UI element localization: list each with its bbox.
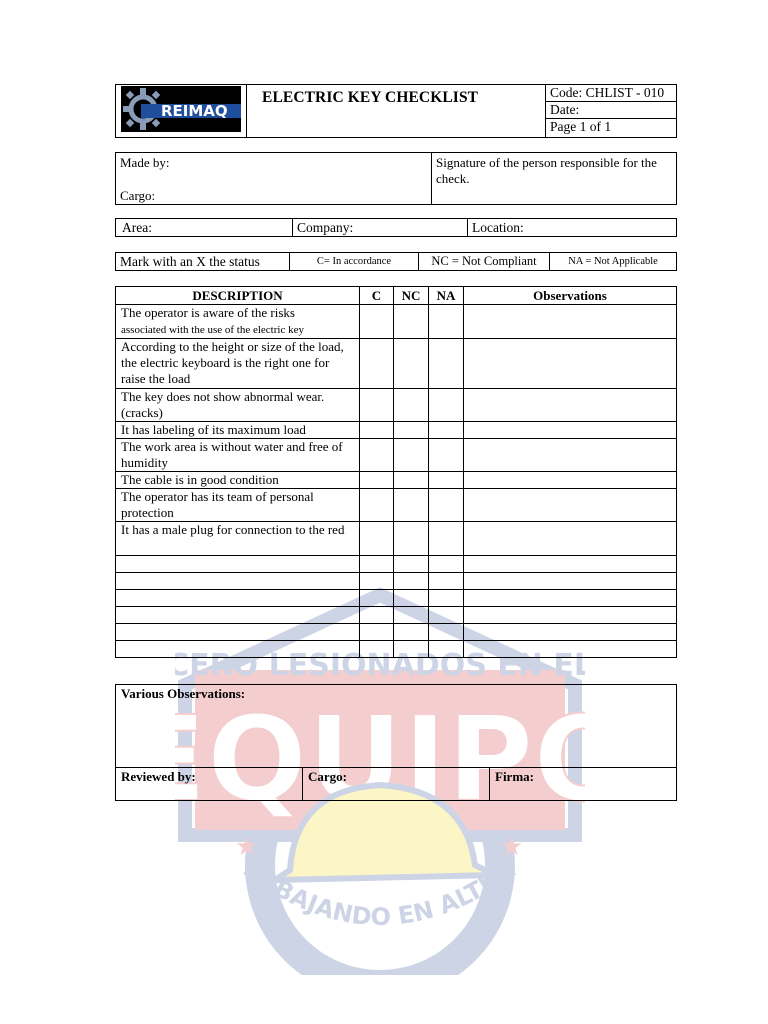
firma-cell[interactable] — [490, 768, 677, 801]
empty-table-row — [116, 607, 677, 624]
empty-cell[interactable] — [360, 641, 394, 658]
various-observations-cell[interactable] — [116, 685, 677, 768]
logo-cell — [116, 85, 247, 138]
review-cargo-cell[interactable] — [303, 768, 490, 801]
watermark-bottom-text: RABAJANDO EN ALTUR — [238, 854, 521, 932]
item-observation-cell[interactable] — [464, 489, 677, 522]
location-cell[interactable] — [468, 219, 677, 237]
empty-table-row — [116, 556, 677, 573]
item-nc-cell[interactable] — [394, 389, 429, 422]
item-c-cell[interactable] — [360, 422, 394, 439]
item-observation-cell[interactable] — [464, 305, 677, 339]
empty-cell[interactable] — [429, 573, 464, 590]
status-nc-legend: NC = Not Compliant — [419, 253, 550, 271]
status-c-legend: C= In accordance — [290, 253, 419, 271]
item-observation-cell[interactable] — [464, 389, 677, 422]
company-cell[interactable] — [293, 219, 468, 237]
item-nc-cell[interactable] — [394, 489, 429, 522]
empty-cell[interactable] — [394, 573, 429, 590]
empty-cell[interactable] — [360, 624, 394, 641]
document-title: ELECTRIC KEY CHECKLIST — [262, 89, 479, 106]
header-observations: Observations — [464, 287, 677, 305]
item-description: It has a male plug for connection to the red — [116, 522, 360, 556]
item-c-cell[interactable] — [360, 472, 394, 489]
item-nc-cell[interactable] — [394, 439, 429, 472]
table-row — [116, 389, 677, 422]
item-description: The operator has its team of personal protection — [116, 489, 360, 522]
reviewed-by-cell[interactable] — [116, 768, 303, 801]
item-na-cell[interactable] — [429, 472, 464, 489]
area-table — [115, 218, 677, 237]
review-cargo-label: Cargo: — [308, 769, 347, 784]
item-description: The key does not show abnormal wear. (cracks) — [116, 389, 360, 422]
item-na-cell[interactable] — [429, 422, 464, 439]
empty-cell[interactable] — [464, 624, 677, 641]
company-label: Company: — [297, 220, 354, 235]
item-c-cell[interactable] — [360, 489, 394, 522]
svg-text:REIMAQ: REIMAQ — [161, 102, 228, 120]
watermark-star-icon: ★ — [500, 832, 524, 861]
observations-table — [115, 684, 677, 801]
table-row — [116, 305, 677, 339]
header-table — [115, 84, 677, 138]
table-row — [116, 522, 677, 556]
area-label: Area: — [122, 220, 152, 235]
signature-label: Signature of the person responsible for the check. — [436, 155, 657, 186]
item-description: The cable is in good condition — [116, 472, 360, 489]
empty-cell[interactable] — [429, 624, 464, 641]
item-nc-cell[interactable] — [394, 522, 429, 556]
empty-cell[interactable] — [429, 641, 464, 658]
header-description: DESCRIPTION — [116, 287, 360, 305]
code-cell — [546, 85, 677, 138]
empty-table-row — [116, 641, 677, 658]
empty-cell[interactable] — [360, 590, 394, 607]
empty-cell[interactable] — [464, 573, 677, 590]
item-c-cell[interactable] — [360, 389, 394, 422]
table-row — [116, 472, 677, 489]
checklist-table — [115, 286, 677, 658]
document-code: Code: CHLIST - 010 — [546, 85, 676, 102]
item-nc-cell[interactable] — [394, 472, 429, 489]
checklist-header-row — [116, 287, 677, 305]
empty-cell[interactable] — [360, 556, 394, 573]
status-instruction: Mark with an X the status — [116, 253, 290, 271]
empty-cell[interactable] — [116, 624, 360, 641]
made-by-cell[interactable] — [116, 153, 432, 205]
item-c-cell[interactable] — [360, 522, 394, 556]
item-description: The work area is without water and free of humidity — [116, 439, 360, 472]
item-observation-cell[interactable] — [464, 472, 677, 489]
item-na-cell[interactable] — [429, 339, 464, 389]
reimaq-logo — [121, 86, 241, 137]
reviewed-by-label: Reviewed by: — [121, 769, 196, 784]
item-na-cell[interactable] — [429, 489, 464, 522]
header-na: NA — [429, 287, 464, 305]
item-nc-cell[interactable] — [394, 305, 429, 339]
table-row — [116, 422, 677, 439]
made-by-table — [115, 152, 677, 205]
area-cell[interactable] — [116, 219, 293, 237]
cargo-label: Cargo: — [120, 188, 156, 203]
table-row — [116, 489, 677, 522]
empty-cell[interactable] — [394, 556, 429, 573]
item-description: According to the height or size of the load, the electric keyboard is the right one for raise the load — [116, 339, 360, 389]
item-c-cell[interactable] — [360, 439, 394, 472]
status-legend-table — [115, 252, 677, 271]
empty-cell[interactable] — [360, 573, 394, 590]
item-observation-cell[interactable] — [464, 422, 677, 439]
various-observations-label: Various Observations: — [121, 686, 246, 701]
page-number: Page 1 of 1 — [550, 119, 612, 134]
empty-cell[interactable] — [464, 590, 677, 607]
empty-cell[interactable] — [464, 641, 677, 658]
table-row — [116, 439, 677, 472]
item-nc-cell[interactable] — [394, 422, 429, 439]
empty-cell[interactable] — [464, 556, 677, 573]
item-na-cell[interactable] — [429, 389, 464, 422]
status-na-legend: NA = Not Applicable — [550, 253, 677, 271]
made-by-label: Made by: — [120, 155, 170, 170]
header-nc: NC — [394, 287, 429, 305]
item-description: It has labeling of its maximum load — [116, 422, 360, 439]
empty-cell[interactable] — [464, 607, 677, 624]
item-observation-cell[interactable] — [464, 522, 677, 556]
location-label: Location: — [472, 220, 524, 235]
empty-table-row — [116, 624, 677, 641]
empty-cell[interactable] — [360, 607, 394, 624]
item-c-cell[interactable] — [360, 305, 394, 339]
watermark-top-text: CERO LESIONADOS EN EL — [175, 648, 585, 683]
empty-cell[interactable] — [429, 590, 464, 607]
empty-cell[interactable] — [116, 556, 360, 573]
empty-cell[interactable] — [116, 641, 360, 658]
watermark-main-text: QUIPO — [206, 690, 585, 828]
signature-cell[interactable] — [432, 153, 677, 205]
empty-cell[interactable] — [394, 607, 429, 624]
item-description: The operator is aware of the risks associated with the use of the electric key — [116, 305, 360, 339]
empty-cell[interactable] — [429, 607, 464, 624]
empty-table-row — [116, 573, 677, 590]
table-row — [116, 339, 677, 389]
item-na-cell[interactable] — [429, 522, 464, 556]
empty-cell[interactable] — [394, 590, 429, 607]
empty-cell[interactable] — [394, 624, 429, 641]
document-date: Date: — [546, 102, 676, 119]
item-observation-cell[interactable] — [464, 439, 677, 472]
title-cell — [247, 85, 546, 138]
empty-cell[interactable] — [116, 590, 360, 607]
watermark-star-icon: ★ — [235, 832, 259, 861]
empty-cell[interactable] — [116, 573, 360, 590]
empty-cell[interactable] — [429, 556, 464, 573]
empty-table-row — [116, 590, 677, 607]
item-nc-cell[interactable] — [394, 339, 429, 389]
empty-cell[interactable] — [116, 607, 360, 624]
item-na-cell[interactable] — [429, 439, 464, 472]
item-na-cell[interactable] — [429, 305, 464, 339]
item-observation-cell[interactable] — [464, 339, 677, 389]
empty-cell[interactable] — [394, 641, 429, 658]
firma-label: Firma: — [495, 769, 534, 784]
item-c-cell[interactable] — [360, 339, 394, 389]
header-c: C — [360, 287, 394, 305]
